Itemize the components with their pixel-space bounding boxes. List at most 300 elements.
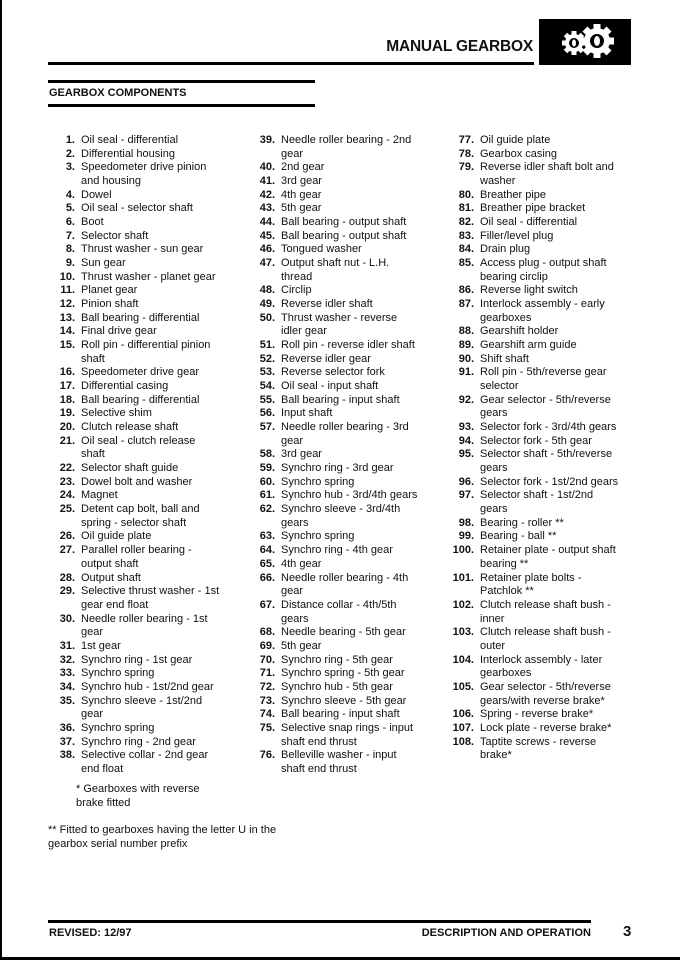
item-line: selector <box>480 380 519 393</box>
components-column-1 <box>47 134 219 777</box>
gears-icon <box>539 19 631 65</box>
component-item <box>247 749 417 776</box>
component-item <box>446 626 618 653</box>
item-description <box>81 530 151 544</box>
component-item <box>446 448 618 475</box>
item-line: 5th gear <box>281 202 322 215</box>
item-line: Tongued washer <box>281 243 362 256</box>
item-number: 24. <box>59 489 75 502</box>
item-line: Speedometer drive gear <box>81 366 200 379</box>
component-item <box>446 339 618 353</box>
item-description <box>81 476 192 490</box>
item-number: 40. <box>259 161 275 174</box>
item-number: 95. <box>458 448 474 461</box>
item-line: Synchro spring <box>281 530 355 543</box>
item-line: Pinion shaft <box>81 298 139 311</box>
component-item <box>446 722 618 736</box>
item-line: gears <box>480 462 508 475</box>
item-description <box>281 216 406 230</box>
component-item <box>247 366 417 380</box>
item-number: 73. <box>259 694 275 707</box>
item-number: 62. <box>259 503 275 516</box>
item-line: Ball bearing - differential <box>81 393 200 406</box>
component-item <box>446 161 618 188</box>
component-item <box>247 216 417 230</box>
item-number: 70. <box>259 653 275 666</box>
item-line: idler gear <box>281 325 327 338</box>
header-rule <box>48 62 534 65</box>
item-number: 39. <box>259 134 275 146</box>
component-item <box>47 544 219 571</box>
item-line: Synchro ring - 4th gear <box>281 544 393 557</box>
item-line: Synchro hub - 3rd/4th gears <box>281 489 418 502</box>
item-number: 56. <box>259 407 275 420</box>
item-line: and housing <box>81 175 141 188</box>
note-line: brake fitted <box>76 796 131 809</box>
component-item <box>47 407 219 421</box>
item-line: Boot <box>81 216 104 229</box>
item-number: 7. <box>65 229 75 242</box>
item-line: gearboxes <box>480 311 532 324</box>
item-line: Ball bearing - input shaft <box>281 393 400 406</box>
component-item <box>47 476 219 490</box>
item-line: Synchro spring <box>81 667 155 680</box>
component-item <box>47 216 219 230</box>
item-number: 86. <box>458 284 474 297</box>
item-line: Breather pipe bracket <box>480 202 586 215</box>
item-number: 33. <box>59 667 75 680</box>
item-line: Gearbox casing <box>480 147 558 160</box>
item-number: 74. <box>259 708 275 721</box>
component-item <box>47 394 219 408</box>
item-line: Dowel bolt and washer <box>81 475 193 488</box>
item-number: 38. <box>59 749 75 762</box>
item-line: Selective thrust washer - 1st <box>81 585 220 598</box>
item-line: Planet gear <box>81 284 138 297</box>
item-line: 4th gear <box>281 557 322 570</box>
item-line: Reverse idler shaft bolt and <box>480 161 614 174</box>
item-line: Reverse light switch <box>480 284 578 297</box>
item-description <box>281 489 417 503</box>
item-line: Oil seal - differential <box>81 134 179 146</box>
component-item <box>47 271 219 285</box>
item-description <box>281 230 406 244</box>
item-number: 67. <box>259 598 275 611</box>
item-number: 27. <box>59 544 75 557</box>
item-line: Selector fork - 5th gear <box>480 434 592 447</box>
component-item <box>446 517 618 531</box>
item-number: 17. <box>59 380 75 393</box>
item-line: Oil guide plate <box>81 530 152 543</box>
component-item <box>247 161 417 175</box>
item-line: 4th gear <box>281 188 322 201</box>
component-item <box>247 599 417 626</box>
item-number: 98. <box>458 516 474 529</box>
component-item <box>446 325 618 339</box>
item-number: 106. <box>452 708 474 721</box>
item-line: Reverse idler gear <box>281 352 371 365</box>
component-item <box>446 530 618 544</box>
item-number: 61. <box>259 489 275 502</box>
item-number: 100. <box>452 544 474 557</box>
item-line: Lock plate - reverse brake* <box>480 721 612 734</box>
note-line: ** Fitted to gearboxes having the letter U in the <box>48 824 277 836</box>
item-description <box>81 257 126 271</box>
item-line: Synchro ring - 3rd gear <box>281 462 394 475</box>
component-item <box>446 216 618 230</box>
item-description <box>81 407 152 421</box>
item-description <box>480 599 611 626</box>
item-number: 48. <box>259 284 275 297</box>
item-line: shaft end thrust <box>281 735 357 748</box>
component-item <box>247 448 417 462</box>
section-rule-top <box>48 80 315 83</box>
item-line: bearing ** <box>480 557 529 570</box>
item-number: 23. <box>59 475 75 488</box>
item-line: gears <box>281 612 309 625</box>
item-number: 31. <box>59 639 75 652</box>
item-line: Retainer plate bolts - <box>480 571 582 584</box>
component-item <box>247 558 417 572</box>
item-description <box>281 202 321 216</box>
item-number: 41. <box>259 175 275 188</box>
item-description <box>81 503 200 530</box>
component-item <box>247 667 417 681</box>
component-item <box>47 613 219 640</box>
item-line: Synchro sleeve - 5th gear <box>281 694 407 707</box>
component-item <box>47 243 219 257</box>
item-line: Selector shaft - 1st/2nd <box>480 489 594 502</box>
item-line: outer <box>480 639 506 652</box>
item-number: 90. <box>458 352 474 365</box>
component-item <box>446 489 618 516</box>
component-item <box>247 695 417 709</box>
item-number: 75. <box>259 721 275 734</box>
item-line: Selector shaft <box>81 229 149 242</box>
item-description <box>281 407 332 421</box>
item-line: output shaft <box>81 557 139 570</box>
item-description <box>480 736 596 763</box>
component-item <box>446 353 618 367</box>
component-item <box>247 189 417 203</box>
component-item <box>446 572 618 599</box>
item-number: 32. <box>59 653 75 666</box>
item-number: 34. <box>59 680 75 693</box>
item-line: Synchro sleeve - 1st/2nd <box>81 694 203 707</box>
component-item <box>247 421 417 448</box>
item-description <box>281 681 393 695</box>
item-line: thread <box>281 270 313 283</box>
item-line: gearboxes <box>480 667 532 680</box>
item-number: 97. <box>458 489 474 502</box>
item-description <box>480 325 558 339</box>
item-number: 50. <box>259 311 275 324</box>
item-line: Synchro ring - 2nd gear <box>81 735 196 748</box>
item-number: 57. <box>259 421 275 434</box>
component-item <box>446 243 618 257</box>
item-line: Clutch release shaft <box>81 421 179 434</box>
item-line: Dowel <box>81 188 112 201</box>
item-description <box>281 421 409 448</box>
item-number: 101. <box>452 571 474 584</box>
item-line: Roll pin - differential pinion <box>81 339 211 352</box>
item-number: 45. <box>259 229 275 242</box>
item-line: Final drive gear <box>81 325 157 338</box>
item-number: 79. <box>458 161 474 174</box>
section-title: GEARBOX COMPONENTS <box>49 87 187 99</box>
item-description <box>81 161 206 188</box>
item-description <box>480 489 593 516</box>
components-column-3 <box>446 134 618 763</box>
item-line: washer <box>480 175 516 188</box>
item-number: 108. <box>452 735 474 748</box>
item-line: Needle roller bearing - 2nd <box>281 134 412 146</box>
component-item <box>247 243 417 257</box>
item-description <box>281 708 400 722</box>
item-number: 64. <box>259 544 275 557</box>
item-number: 1. <box>65 134 75 146</box>
item-description <box>281 626 406 640</box>
item-line: Gearshift arm guide <box>480 339 577 352</box>
item-number: 77. <box>458 134 474 146</box>
item-description <box>281 749 397 776</box>
item-line: gear <box>81 626 104 639</box>
item-description <box>281 175 322 189</box>
item-description <box>480 298 605 325</box>
item-number: 83. <box>458 229 474 242</box>
item-description <box>81 544 192 571</box>
item-description <box>281 572 408 599</box>
item-description <box>81 271 216 285</box>
item-number: 81. <box>458 202 474 215</box>
item-number: 103. <box>452 626 474 639</box>
item-line: Clutch release shaft bush - <box>480 598 611 611</box>
item-line: Detent cap bolt, ball and <box>81 503 200 516</box>
item-number: 91. <box>458 366 474 379</box>
item-number: 65. <box>259 557 275 570</box>
item-line: Synchro hub - 5th gear <box>281 680 393 693</box>
item-line: Ball bearing - output shaft <box>281 216 407 229</box>
component-item <box>47 736 219 750</box>
item-description <box>281 530 354 544</box>
component-item <box>446 394 618 421</box>
component-item <box>47 298 219 312</box>
component-item <box>446 134 618 148</box>
component-item <box>47 530 219 544</box>
item-line: inner <box>480 612 505 625</box>
item-line: bearing circlip <box>480 270 548 283</box>
item-description <box>480 572 582 599</box>
page-border-left <box>0 0 2 960</box>
item-line: Oil guide plate <box>480 134 551 146</box>
item-description <box>281 695 406 709</box>
component-item <box>247 476 417 490</box>
item-number: 6. <box>65 216 75 229</box>
item-description <box>480 448 612 475</box>
item-line: Ball bearing - differential <box>81 311 200 324</box>
item-number: 104. <box>452 653 474 666</box>
item-number: 55. <box>259 393 275 406</box>
item-description <box>480 161 614 188</box>
item-description <box>480 339 577 353</box>
item-line: Needle roller bearing - 3rd <box>281 421 409 434</box>
item-description <box>81 148 175 162</box>
item-description <box>81 339 210 366</box>
item-description <box>81 284 137 298</box>
item-number: 72. <box>259 680 275 693</box>
item-description <box>480 134 550 148</box>
item-description <box>480 148 557 162</box>
item-number: 99. <box>458 530 474 543</box>
component-item <box>446 298 618 325</box>
item-description <box>81 572 141 586</box>
component-item <box>247 572 417 599</box>
component-item <box>47 695 219 722</box>
item-number: 63. <box>259 530 275 543</box>
item-line: gear <box>281 434 304 447</box>
item-description <box>81 243 203 257</box>
item-line: Synchro spring - 5th gear <box>281 667 405 680</box>
component-item <box>446 681 618 708</box>
item-line: Thrust washer - reverse <box>281 311 398 324</box>
item-line: Selector fork - 1st/2nd gears <box>480 475 619 488</box>
item-number: 2. <box>65 147 75 160</box>
component-item <box>446 202 618 216</box>
item-number: 92. <box>458 393 474 406</box>
item-description <box>480 654 602 681</box>
component-item <box>47 134 219 148</box>
item-description <box>480 517 564 531</box>
item-number: 84. <box>458 243 474 256</box>
item-line: gear <box>281 585 304 598</box>
item-line: gear end float <box>81 598 149 611</box>
item-line: Selector fork - 3rd/4th gears <box>480 421 617 434</box>
page-title: MANUAL GEARBOX <box>386 38 533 55</box>
item-description <box>81 585 219 612</box>
item-description <box>81 695 202 722</box>
component-item <box>47 202 219 216</box>
item-description <box>81 189 112 203</box>
item-number: 49. <box>259 298 275 311</box>
item-description <box>81 654 192 668</box>
item-number: 37. <box>59 735 75 748</box>
component-item <box>47 667 219 681</box>
item-description <box>480 257 607 284</box>
item-description <box>281 599 397 626</box>
page-number: 3 <box>623 923 632 940</box>
item-line: Synchro sleeve - 3rd/4th <box>281 503 401 516</box>
section-rule-bottom <box>48 104 315 107</box>
component-item <box>247 380 417 394</box>
item-description <box>281 558 321 572</box>
item-number: 46. <box>259 243 275 256</box>
item-number: 18. <box>59 393 75 406</box>
component-item <box>247 353 417 367</box>
item-description <box>480 722 611 736</box>
item-description <box>480 708 593 722</box>
item-description <box>281 243 362 257</box>
component-item <box>47 257 219 271</box>
item-number: 85. <box>458 257 474 270</box>
item-number: 42. <box>259 188 275 201</box>
item-number: 30. <box>59 612 75 625</box>
item-description <box>81 681 214 695</box>
item-line: Needle roller bearing - 4th <box>281 571 409 584</box>
item-line: Input shaft <box>281 407 333 420</box>
item-line: spring - selector shaft <box>81 516 187 529</box>
item-description <box>281 257 389 284</box>
item-description <box>281 161 324 175</box>
item-description <box>480 435 592 449</box>
item-line: gears <box>281 516 309 529</box>
component-item <box>47 148 219 162</box>
component-item <box>47 462 219 476</box>
component-item <box>247 407 417 421</box>
component-item <box>247 202 417 216</box>
item-number: 8. <box>65 243 75 256</box>
item-number: 5. <box>65 202 75 215</box>
item-number: 51. <box>259 339 275 352</box>
item-description <box>281 366 385 380</box>
component-item <box>47 366 219 380</box>
component-item <box>47 585 219 612</box>
component-item <box>47 681 219 695</box>
item-description <box>81 394 199 408</box>
item-line: Oil seal - input shaft <box>281 380 379 393</box>
item-number: 87. <box>458 298 474 311</box>
item-line: Selective collar - 2nd gear <box>81 749 209 762</box>
item-line: gear <box>81 708 104 721</box>
item-line: Thrust washer - sun gear <box>81 243 204 256</box>
item-description <box>81 736 196 750</box>
item-line: gear <box>281 147 304 160</box>
item-number: 52. <box>259 352 275 365</box>
item-number: 25. <box>59 503 75 516</box>
item-line: Taptite screws - reverse <box>480 735 597 748</box>
item-number: 94. <box>458 434 474 447</box>
item-description <box>480 243 530 257</box>
item-number: 36. <box>59 721 75 734</box>
component-item <box>47 189 219 203</box>
item-number: 22. <box>59 462 75 475</box>
component-item <box>446 421 618 435</box>
item-number: 89. <box>458 339 474 352</box>
item-description <box>81 312 199 326</box>
component-item <box>247 175 417 189</box>
item-description <box>281 462 394 476</box>
component-item <box>247 489 417 503</box>
component-item <box>247 544 417 558</box>
item-number: 28. <box>59 571 75 584</box>
item-description <box>281 448 322 462</box>
item-line: Breather pipe <box>480 188 547 201</box>
component-item <box>47 161 219 188</box>
item-description <box>81 380 168 394</box>
item-line: Magnet <box>81 489 118 502</box>
item-description <box>281 134 411 161</box>
item-description <box>281 544 393 558</box>
item-line: 3rd gear <box>281 448 322 461</box>
item-line: Filler/level plug <box>480 229 554 242</box>
item-number: 58. <box>259 448 275 461</box>
item-number: 13. <box>59 311 75 324</box>
component-item <box>47 489 219 503</box>
item-number: 59. <box>259 462 275 475</box>
item-number: 105. <box>452 680 474 693</box>
item-number: 3. <box>65 161 75 174</box>
component-item <box>47 722 219 736</box>
component-item <box>247 298 417 312</box>
